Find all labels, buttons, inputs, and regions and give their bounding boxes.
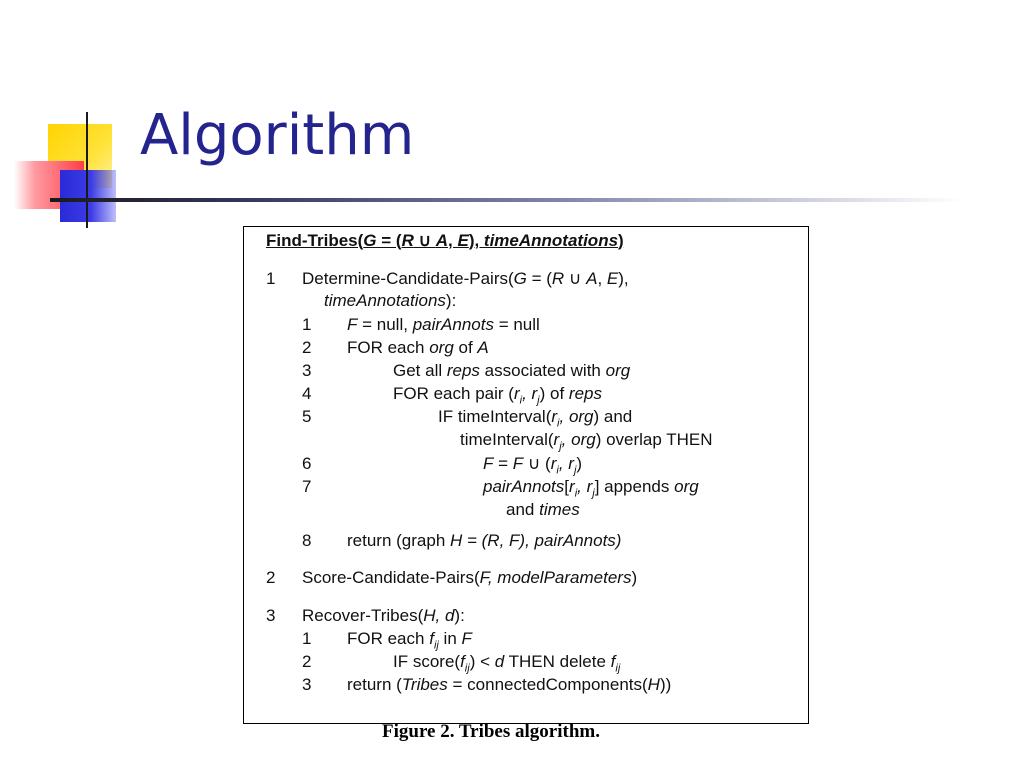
- sub1-6-number: 6: [302, 454, 312, 473]
- sub3-3-end: )): [659, 675, 672, 694]
- sub1-7-continuation: [506, 500, 580, 520]
- sub1-3-number: 3: [302, 361, 312, 380]
- step-1-comma: ,: [597, 269, 607, 288]
- sub1-5-and: ) and: [593, 407, 633, 426]
- step-1-line: [302, 269, 629, 289]
- sub3-1-for-each: FOR each: [347, 629, 430, 648]
- header-eq: = (: [376, 231, 402, 250]
- sub1-6-eq: =: [493, 454, 513, 473]
- sub3-3-cc: = connectedComponents(: [447, 675, 648, 694]
- sub3-3-return: return (: [347, 675, 402, 694]
- sub1-4-of: ) of: [539, 384, 569, 403]
- sub1-2-of: of: [453, 338, 478, 357]
- sub3-1-in: in: [438, 629, 462, 648]
- step-1-e: E: [606, 269, 619, 288]
- header-g: G: [363, 231, 377, 250]
- sub3-1-F: F: [461, 629, 472, 648]
- sub1-8-number: 8: [302, 531, 312, 550]
- slide-title: Algorithm: [140, 103, 415, 168]
- sub1-7-appends: ] appends: [594, 477, 675, 496]
- sub3-2-d: d: [494, 652, 505, 671]
- sub3-2-lt: ) <: [469, 652, 495, 671]
- sub3-2-then-delete: THEN delete: [504, 652, 611, 671]
- sub1-5-org2: org: [571, 430, 596, 449]
- sub1-4-line: FOR each pair ($r_i$, $r_j$) of reps: [393, 384, 602, 407]
- sub1-5-continuation: $timeInterval(r_j$, org) overlap THEN: [460, 430, 713, 453]
- step-1-cup: ∪: [564, 269, 587, 288]
- decor-vertical-line: [86, 112, 88, 228]
- sub1-8-return: return (graph: [347, 531, 450, 550]
- step-1-name: Determine-Candidate-Pairs(: [302, 269, 514, 288]
- sub1-1-null2: = null: [493, 315, 540, 334]
- sub3-3-tribes: Tribes: [401, 675, 448, 694]
- algorithm-header: [266, 231, 624, 251]
- sub1-6-F2: F: [512, 454, 524, 473]
- header-close: ),: [468, 231, 484, 250]
- step-3-end: ):: [454, 606, 465, 625]
- sub3-3-H: H: [647, 675, 660, 694]
- sub3-1-line: FOR each $f_{ij}$ in F: [347, 629, 472, 652]
- step-3-name: Recover-Tribes(: [302, 606, 424, 625]
- sub1-5-if: IF timeInterval(: [438, 407, 552, 426]
- sub3-3-line: [347, 675, 671, 695]
- sub1-1-pair-annots: pairAnnots: [412, 315, 494, 334]
- sub1-3-assoc: associated with: [479, 361, 606, 380]
- sub1-2-org: org: [429, 338, 454, 357]
- step-2-name: Score-Candidate-Pairs(: [302, 568, 480, 587]
- sub1-2-for-each: FOR each: [347, 338, 430, 357]
- step-1-cont-end: ):: [445, 291, 457, 310]
- sub1-4-reps: reps: [568, 384, 602, 403]
- decor-blue-square: [60, 170, 116, 222]
- sub3-2-number: 2: [302, 652, 312, 671]
- sub3-2-if-score: IF score(: [393, 652, 461, 671]
- sub1-3-org: org: [605, 361, 631, 380]
- step-1-number: 1: [266, 269, 276, 288]
- sub1-8-line: [347, 531, 621, 551]
- sub1-7-and: and: [506, 500, 540, 519]
- header-time-annotations: timeAnnotations: [483, 231, 619, 250]
- step-3-args: H, d: [423, 606, 455, 625]
- header-cup: ∪: [413, 231, 436, 250]
- sub1-8-graph: H = (R, F), pairAnnots): [450, 531, 622, 550]
- sub1-7-line: $pairAnnots[r_i$, $r_j$] appends org: [483, 477, 699, 500]
- step-2-line: [302, 568, 637, 588]
- sub1-2-line: [347, 338, 489, 358]
- sub3-1-number: 1: [302, 629, 312, 648]
- sub1-5-overlap: ) overlap THEN: [595, 430, 713, 449]
- figure-caption: Figure 2. Tribes algorithm.: [382, 721, 600, 742]
- sub1-1-line: [347, 315, 540, 335]
- sub1-7-pair-annots: pairAnnots: [483, 477, 565, 496]
- step-2-number: 2: [266, 568, 276, 587]
- algorithm-figure: [243, 226, 809, 724]
- step-2-end: ): [631, 568, 638, 587]
- sub1-5-number: 5: [302, 407, 312, 426]
- step-3-number: 3: [266, 606, 276, 625]
- sub1-3-reps: reps: [446, 361, 480, 380]
- sub1-2-A: A: [477, 338, 489, 357]
- step-1-continuation: [324, 291, 456, 311]
- sub1-4-number: 4: [302, 384, 312, 403]
- sub1-3-line: [393, 361, 630, 381]
- sub1-7-org: org: [674, 477, 699, 496]
- sub1-6-line: F = F ∪ ($r_i$, $r_j$): [483, 454, 583, 477]
- header-name: Find-Tribes(: [266, 231, 364, 250]
- sub1-1-number: 1: [302, 315, 312, 334]
- step-1-a: A: [586, 269, 598, 288]
- decor-horizontal-rule: [50, 198, 962, 202]
- step-1-close: ),: [618, 269, 629, 288]
- sub3-3-number: 3: [302, 675, 312, 694]
- step-2-args: F, modelParameters: [479, 568, 632, 587]
- header-a: A: [435, 231, 449, 250]
- header-end: ): [618, 231, 624, 250]
- step-1-eq: = (: [526, 269, 552, 288]
- step-1-g: G: [513, 269, 527, 288]
- step-1-r: R: [551, 269, 565, 288]
- step-3-line: [302, 606, 465, 626]
- header-r: R: [401, 231, 414, 250]
- sub1-5-org: org: [568, 407, 594, 426]
- sub1-1-null1: = null,: [357, 315, 413, 334]
- sub1-6-F1: F: [483, 454, 494, 473]
- sub3-2-line: IF $score(f_{ij}) < d$ THEN delete $f_{ij}$: [393, 652, 621, 675]
- header-e: E: [457, 231, 469, 250]
- step-1-time-annotations: timeAnnotations: [324, 291, 446, 310]
- header-comma: ,: [448, 231, 458, 250]
- sub1-1-F: F: [347, 315, 358, 334]
- sub1-3-get-all: Get all: [393, 361, 447, 380]
- sub1-7-times: times: [539, 500, 580, 519]
- sub1-6-union: ∪ (: [523, 454, 551, 473]
- sub1-5-ti: timeInterval(: [460, 430, 554, 449]
- sub1-5-line: IF $timeInterval(r_i$, org) and: [438, 407, 633, 430]
- sub1-7-number: 7: [302, 477, 312, 496]
- sub1-2-number: 2: [302, 338, 312, 357]
- sub1-4-for-each-pair: FOR each pair (: [393, 384, 514, 403]
